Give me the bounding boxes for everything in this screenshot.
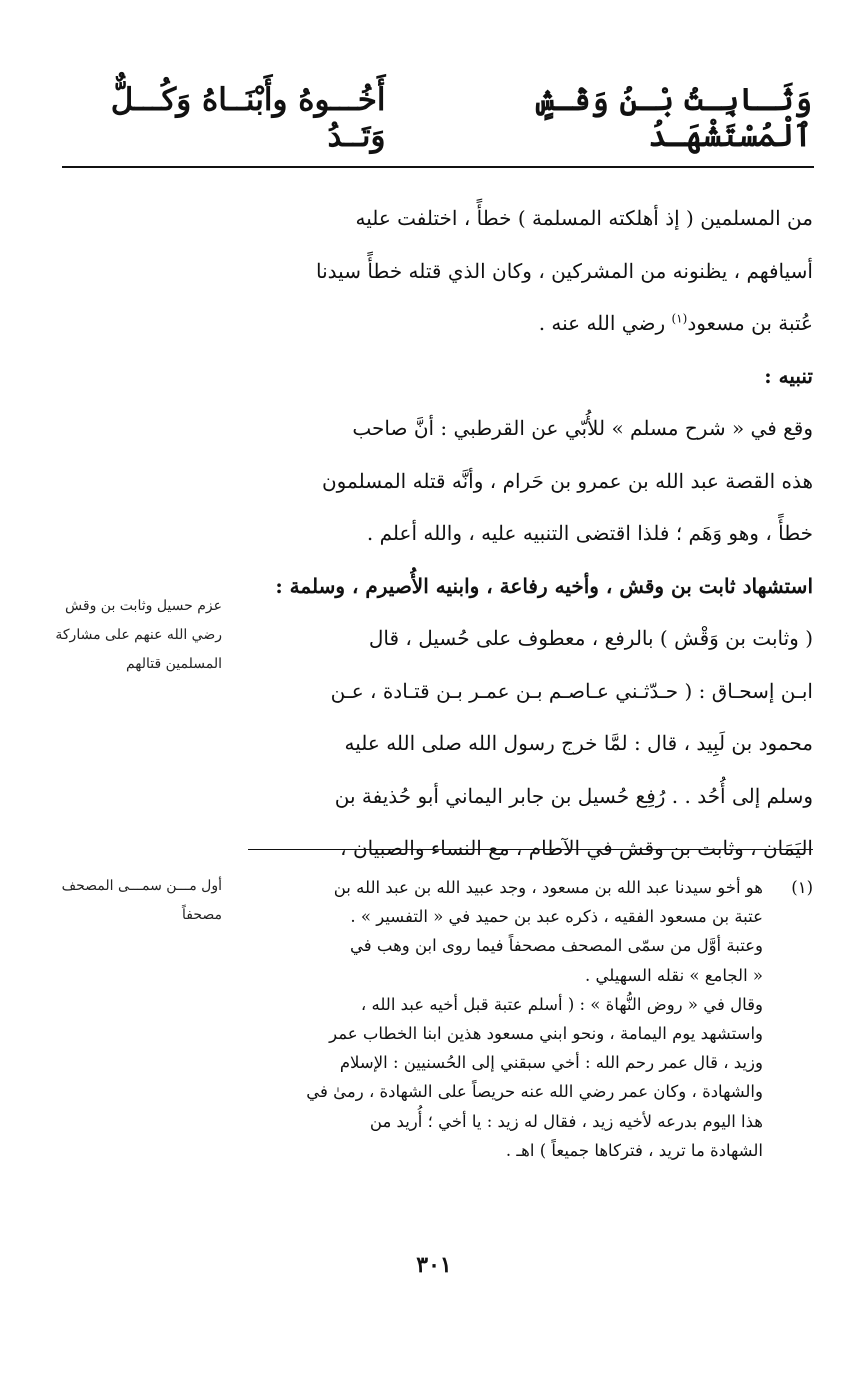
- main-line: وسلم إلى أُحُد . . رُفِع حُسيل بن جابر اليماني أبو حُذيفة بن: [334, 783, 813, 808]
- page-header: [60, 82, 812, 154]
- footnote-line: هذا اليوم بدرعه لأخيه زيد ، فقال له زيد : يا أخي ؛ أُريد من: [369, 1111, 763, 1131]
- footnote-divider: [248, 849, 813, 850]
- main-line: وقع في « شرح مسلم » للأُبّي عن القرطبي : أنَّ صاحب: [352, 416, 813, 440]
- footnote-reference[interactable]: (١): [671, 311, 688, 326]
- section-heading-martyrdom: استشهاد ثابت بن وقش ، وأخيه رفاعة ، وابنيه الأُصيرم ، وسلمة :: [275, 573, 813, 598]
- footnote-text: [243, 873, 763, 1165]
- main-line-part: عُتبة بن مسعود: [687, 311, 813, 335]
- main-text: [243, 192, 813, 875]
- main-line: خطأً ، وهو وَهَم ؛ فلذا اقتضى التنبيه عليه ، والله أعلم .: [366, 521, 813, 545]
- main-line: اليَمَان ، وثابت بن وقش في الآطام ، مع النساء والصبيان ،: [340, 836, 813, 860]
- header-left-title: أَخُـــوهُ وأَبْنَــاهُ وَكُـــلٌّ وَتَــدُ: [110, 82, 386, 154]
- main-line: من المسلمين ( إذ أهلكته المسلمة ) خطأً ، اختلفت عليه: [355, 206, 813, 230]
- main-line-part: رضي الله عنه .: [538, 311, 666, 335]
- footnote-number: (١): [791, 878, 813, 897]
- main-line: أسيافهم ، يظنونه من المشركين ، وكان الذي قتله خطأً سيدنا: [316, 258, 813, 283]
- margin-note-mushaf: أول مـــن سمـــى المصحف مصحفاً: [61, 878, 222, 923]
- footnote-line: « الجامع » نقله السهيلي .: [585, 965, 763, 985]
- footnote-line: وقال في « روض النُّهاة » : ( أسلم عتبة قبل أخيه عبد الله ،: [360, 994, 763, 1014]
- footnote-line: عتبة بن مسعود الفقيه ، ذكره عبد بن حميد في « التفسير » .: [350, 907, 763, 927]
- main-line: [243, 297, 813, 350]
- footnote-line: واستشهد يوم اليمامة ، ونحو ابني مسعود هذين ابنا الخطاب عمر: [329, 1024, 763, 1044]
- main-line: محمود بن لَبِيد ، قال : لمَّا خرج رسول الله صلى الله عليه: [344, 731, 813, 755]
- margin-note-resolve: عزم حسيل وثابت بن وقش رضي الله عنهم على مشاركة المسلمين قتالهم: [55, 598, 222, 672]
- footnote-line: الشهادة ما تريد ، فتركاها جميعاً ) اهـ .: [505, 1140, 763, 1160]
- page-number: ٣٠١: [416, 1252, 452, 1278]
- section-heading-notice: تنبيه :: [764, 363, 813, 388]
- header-right-title: وَثَـابِـتُ بْـنُ وَقْـشٍ ٱلْمُسْتَشْهَـدُ: [536, 82, 812, 154]
- footnote-line: والشهادة ، وكان عمر رضي الله عنه حريصاً على الشهادة ، رمىٰ في: [306, 1082, 763, 1102]
- main-line: ابـن إسحـاق : ( حـدّثـني عـاصـم بـن عمـر بـن قتـادة ، عـن: [330, 678, 813, 703]
- footnote-line: وعتبة أوَّل من سمّى المصحف مصحفاً فيما روى ابن وهب في: [349, 936, 763, 956]
- footnote: [243, 873, 813, 1165]
- main-line: هذه القصة عبد الله بن عمرو بن حَرام ، وأنَّه قتله المسلمون: [321, 468, 813, 493]
- footnote-line: وزيد ، قال عمر رحم الله : أخي سبقني إلى الحُسنيين : الإسلام: [339, 1053, 763, 1073]
- header-divider: [62, 166, 814, 168]
- main-line: ( وثابت بن وَقْش ) بالرفع ، معطوف على حُسيل ، قال: [368, 626, 813, 650]
- footnote-line: هو أخو سيدنا عبد الله بن مسعود ، وجد عبيد الله بن عبد الله بن: [333, 878, 763, 897]
